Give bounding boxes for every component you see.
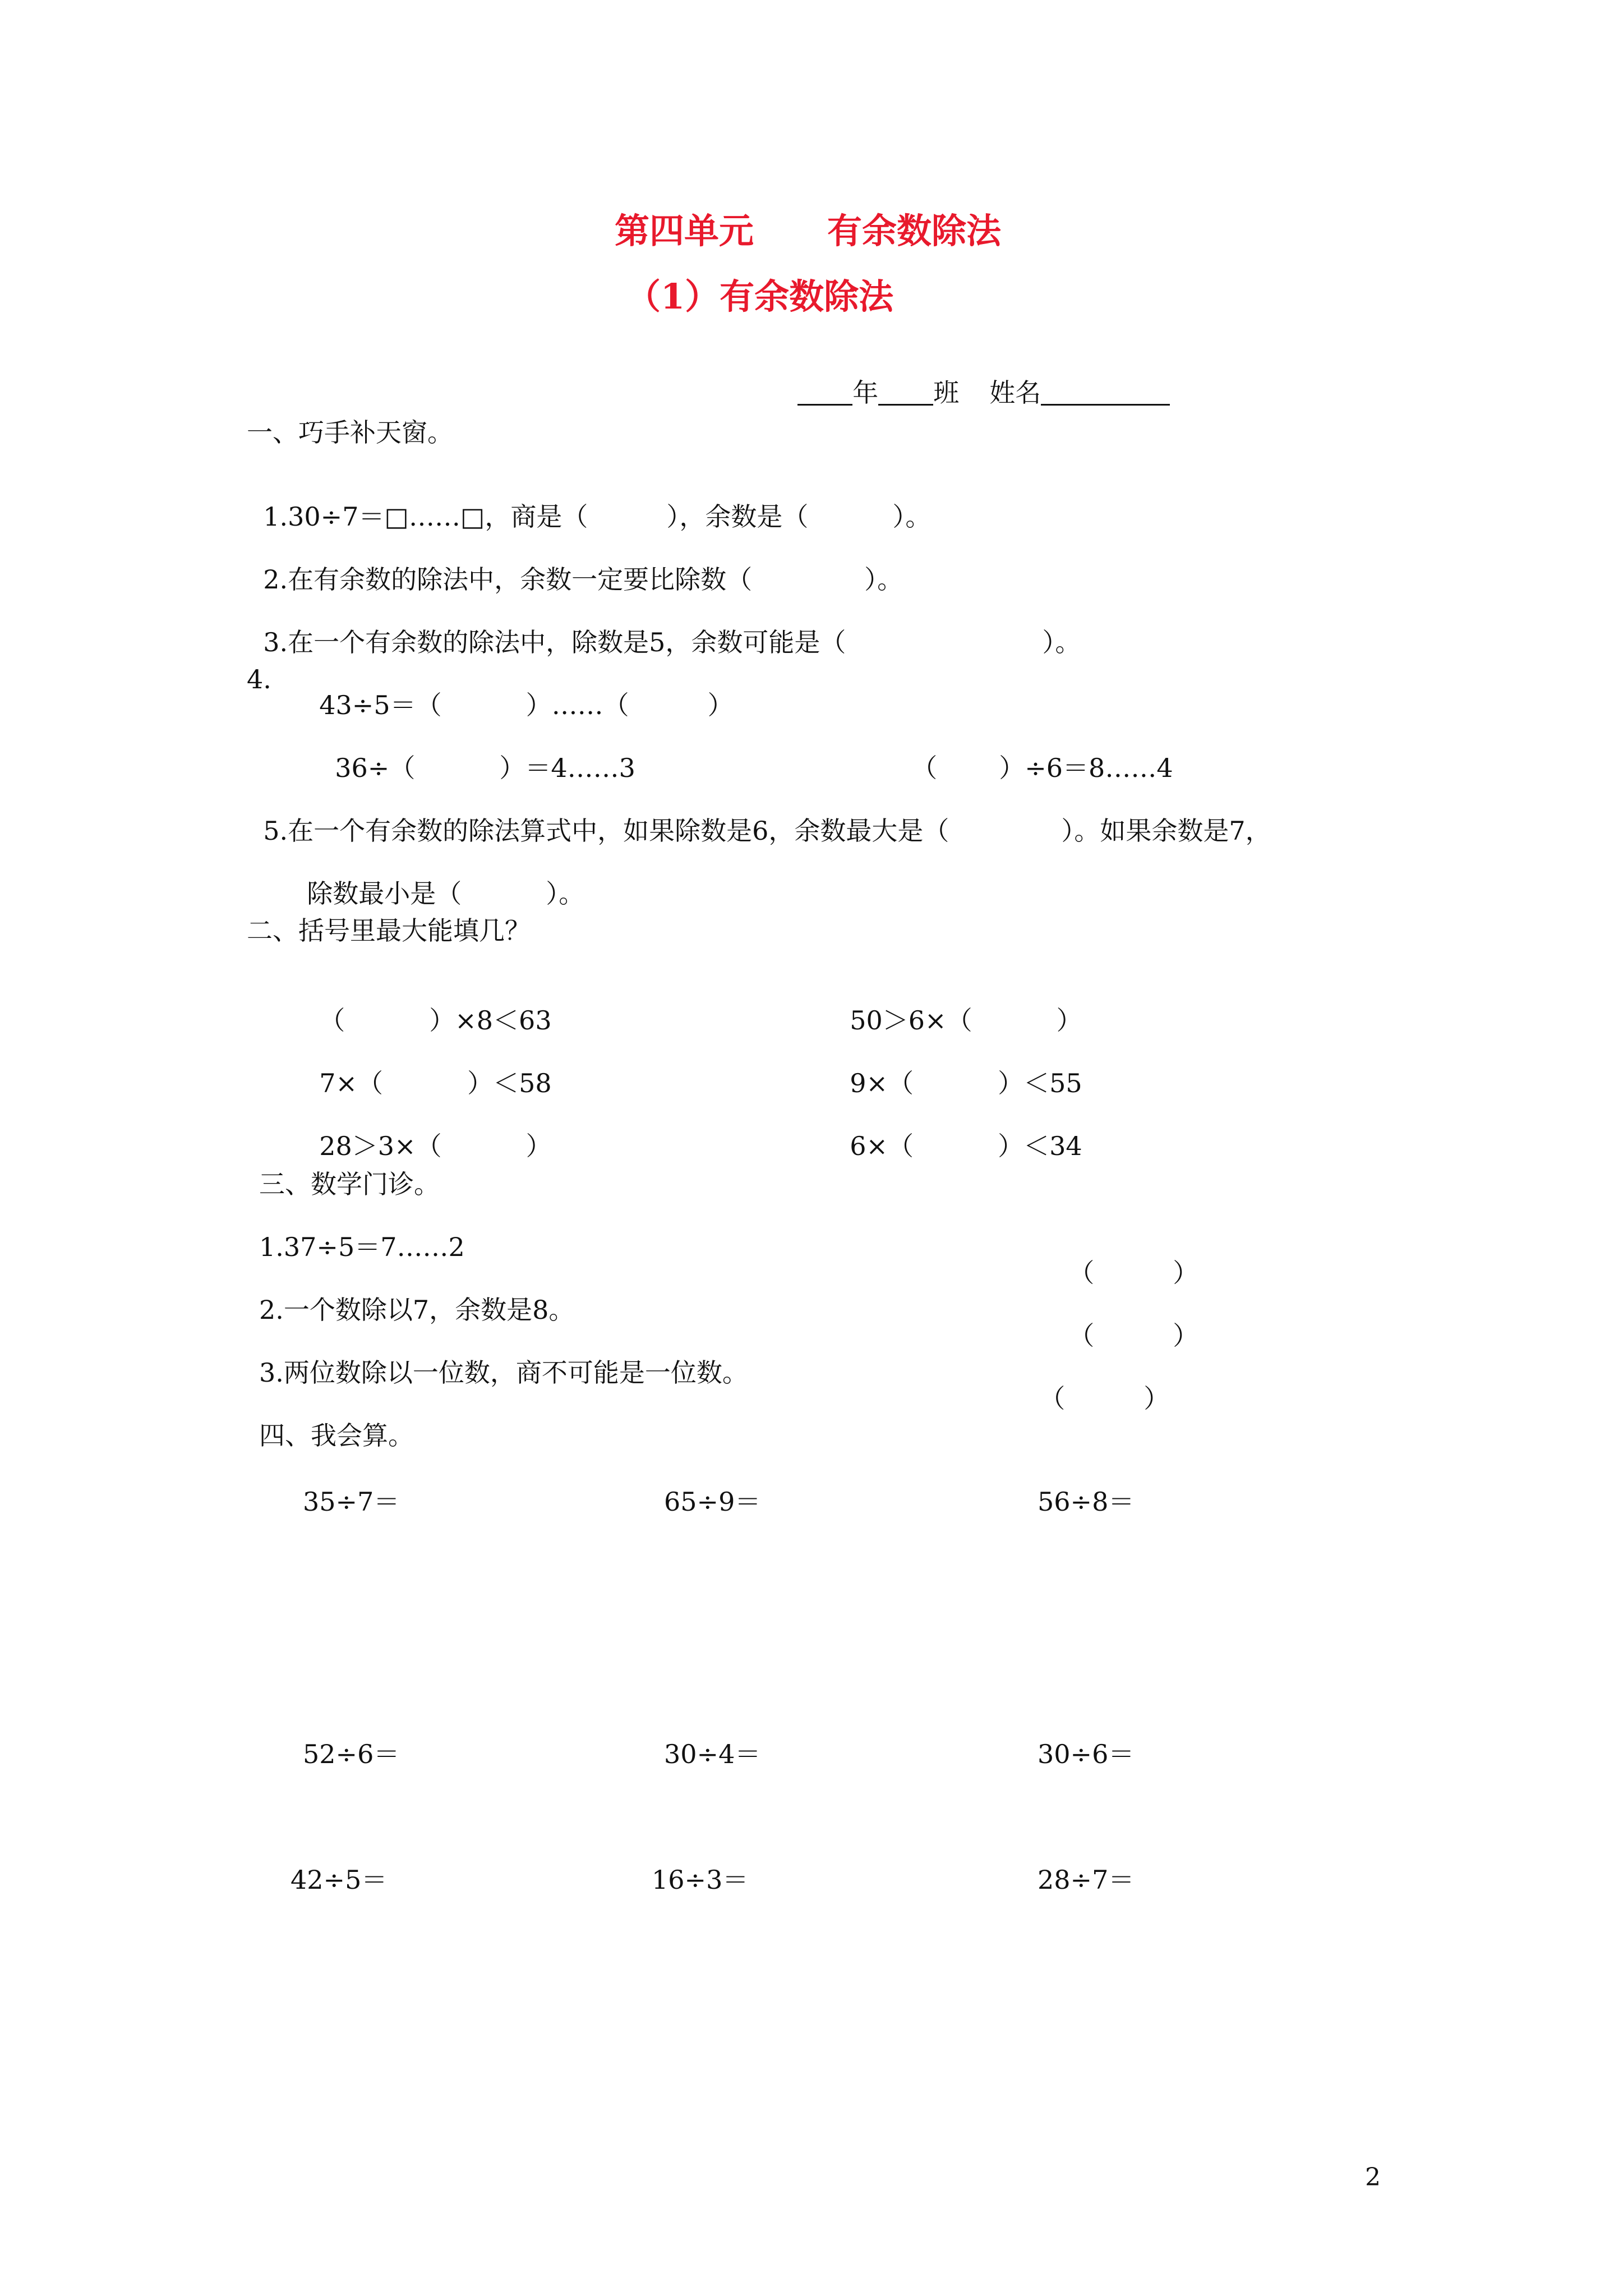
grade-label: 年 (852, 378, 879, 408)
s1-question-4-number: 4. (247, 664, 271, 694)
section3-heading: 三、数学门诊。 (259, 1169, 440, 1199)
calc-problem: 30÷4＝ (664, 1739, 761, 1769)
s3-question-1: 1.37÷5＝7……2 (259, 1232, 465, 1262)
s2-row1-left: （ ）×8＜63 (319, 1005, 552, 1036)
s1-question-5-cont: 除数最小是（ ）。 (307, 878, 585, 909)
s2-row3-left: 28＞3×（ ） (319, 1131, 552, 1161)
s3-question-3: 3.两位数除以一位数，商不可能是一位数。 (259, 1358, 748, 1388)
class-label: 班 (933, 378, 960, 408)
s1-question-4a: 43÷5＝（ ）……（ ） (319, 690, 734, 720)
s1-question-2: 2.在有余数的除法中，余数一定要比除数（ ）。 (263, 564, 903, 595)
unit-title: 第四单元 (615, 210, 754, 251)
s2-row1-right: 50＞6×（ ） (850, 1005, 1082, 1036)
calc-problem: 30÷6＝ (1038, 1739, 1135, 1769)
s2-row2-left: 7×（ ）＜58 (319, 1068, 552, 1098)
topic-title: 有余数除法 (827, 210, 1002, 251)
student-info-line (781, 352, 1170, 406)
s2-row2-right: 9×（ ）＜55 (850, 1068, 1082, 1098)
s2-row3-right: 6×（ ）＜34 (850, 1131, 1082, 1161)
section1-heading: 一、巧手补天窗。 (247, 417, 453, 448)
s3-question-2: 2.一个数除以7，余数是8。 (259, 1295, 575, 1325)
class-blank[interactable] (878, 378, 933, 406)
s1-question-4b: 36÷（ ）＝4……3 (335, 753, 635, 783)
lesson-title: （1）有余数除法 (626, 276, 894, 317)
s1-question-5: 5.在一个有余数的除法算式中，如果除数是6，余数最大是（ ）。如果余数是7， (263, 816, 1271, 846)
s1-question-3: 3.在一个有余数的除法中，除数是5，余数可能是（ ）。 (263, 627, 1081, 657)
calc-problem: 28÷7＝ (1038, 1865, 1135, 1895)
name-label: 姓名 (989, 378, 1041, 408)
section4-heading: 四、我会算。 (259, 1420, 414, 1451)
s3-judge-3[interactable]: （ ） (1039, 1383, 1170, 1414)
page-number: 2 (1365, 2163, 1381, 2192)
calc-problem: 56÷8＝ (1038, 1487, 1135, 1517)
calc-problem: 65÷9＝ (664, 1487, 761, 1517)
s1-question-4c: （ ）÷6＝8……4 (911, 753, 1173, 783)
s1-question-1: 1.30÷7＝□……□，商是（ ），余数是（ ）。 (263, 501, 932, 532)
grade-blank[interactable] (797, 378, 852, 406)
s3-judge-2[interactable]: （ ） (1068, 1320, 1199, 1351)
s3-judge-1[interactable]: （ ） (1068, 1258, 1199, 1288)
name-blank[interactable] (1041, 378, 1170, 406)
calc-problem: 52÷6＝ (303, 1739, 400, 1769)
calc-problem: 16÷3＝ (652, 1865, 749, 1895)
section2-heading: 二、括号里最大能填几？ (247, 915, 531, 946)
calc-problem: 35÷7＝ (303, 1487, 400, 1517)
calc-problem: 42÷5＝ (291, 1865, 388, 1895)
